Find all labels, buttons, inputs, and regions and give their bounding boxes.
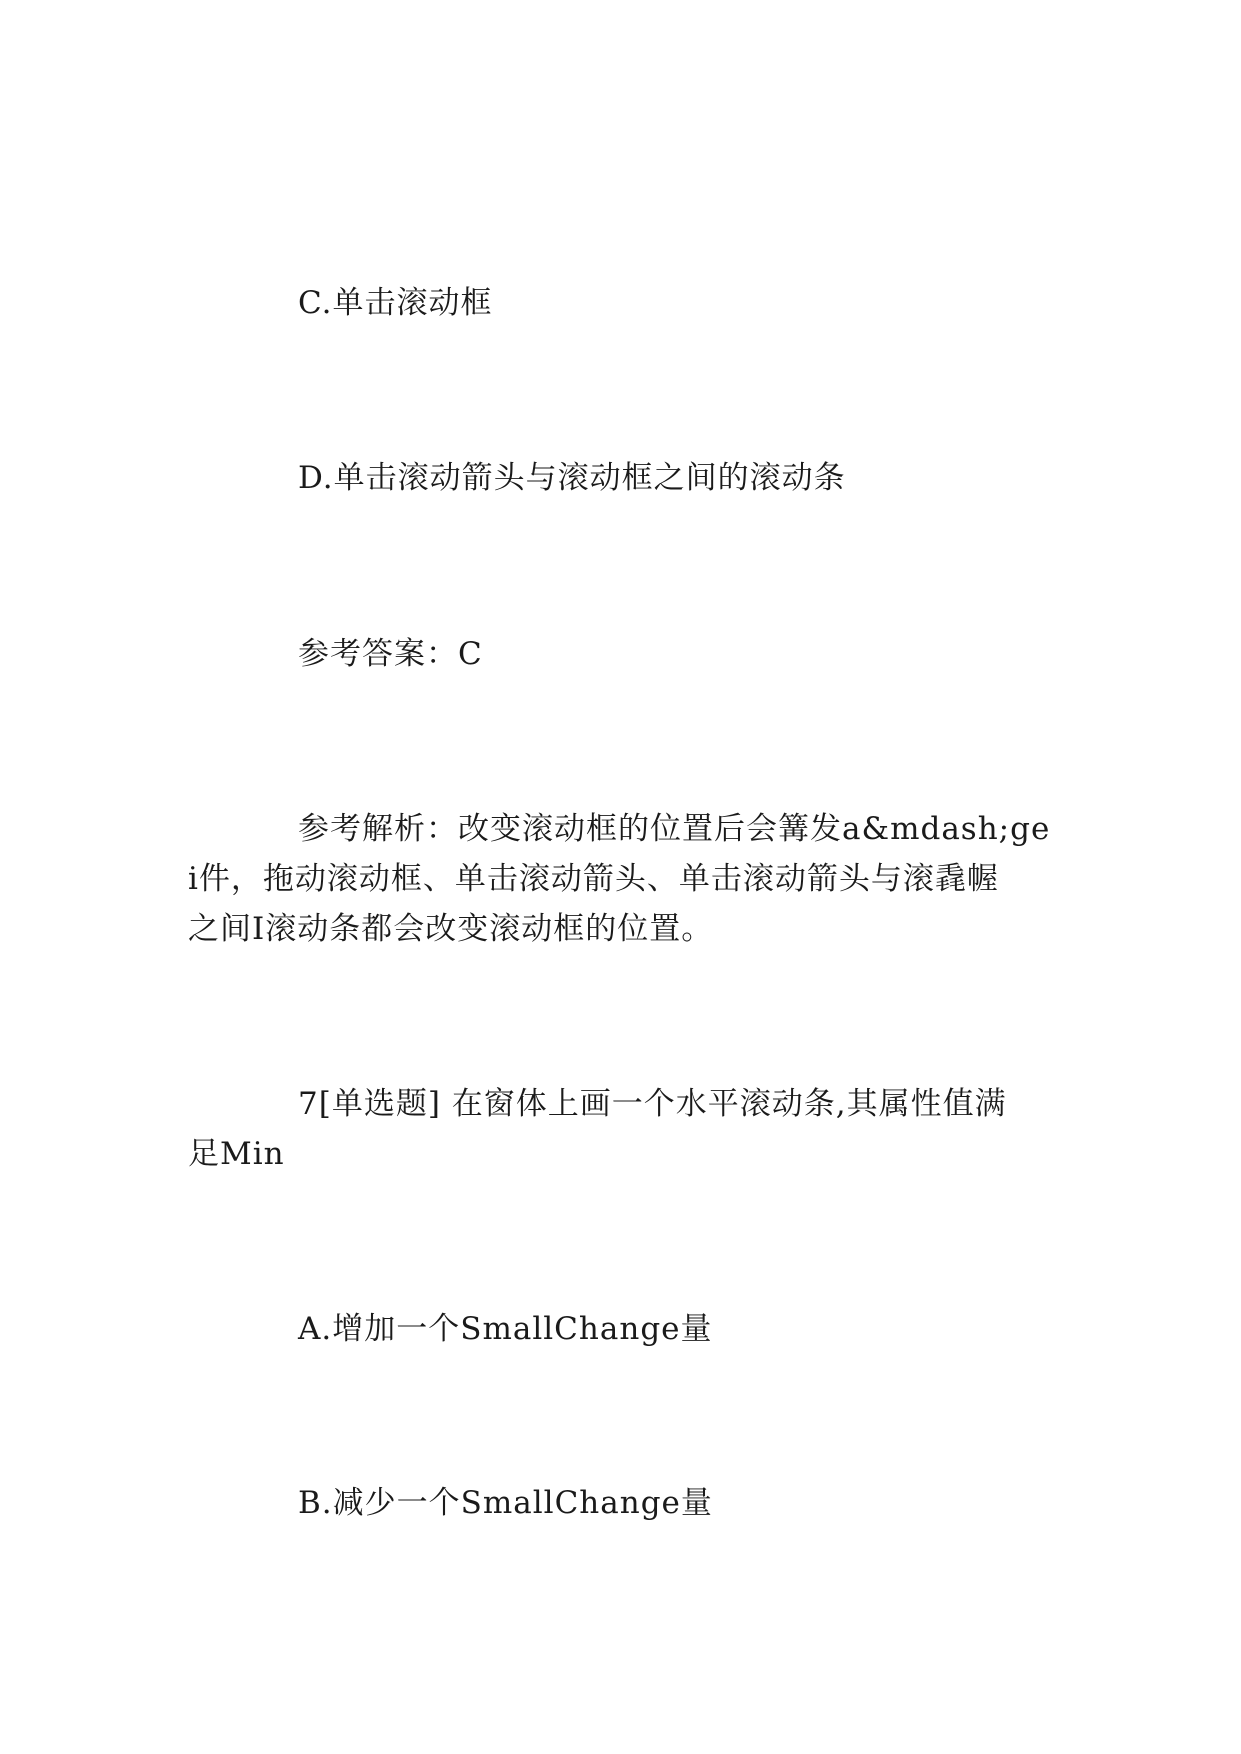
reference-answer: 参考答案：C xyxy=(298,636,483,672)
question-7-line-2: 足Min xyxy=(188,1136,285,1172)
option-d: D.单击滚动箭头与滚动框之间的滚动条 xyxy=(298,460,846,496)
explanation-line-3: 之间I滚动条都会改变滚动框的位置。 xyxy=(188,911,714,947)
option-a: A.增加一个SmallChange量 xyxy=(298,1311,713,1347)
explanation-line-2: i件，拖动滚动框、单击滚动箭头、单击滚动箭头与滚毳幄 xyxy=(188,861,999,897)
option-b: B.减少一个SmallChange量 xyxy=(298,1485,713,1521)
option-c: C.单击滚动框 xyxy=(298,285,493,321)
question-7-line-1: 7[单选题] 在窗体上画一个水平滚动条,其属性值满 xyxy=(298,1086,1007,1122)
explanation-line-1: 参考解析：改变滚动框的位置后会篝发a&mdash;ge xyxy=(298,811,1051,847)
